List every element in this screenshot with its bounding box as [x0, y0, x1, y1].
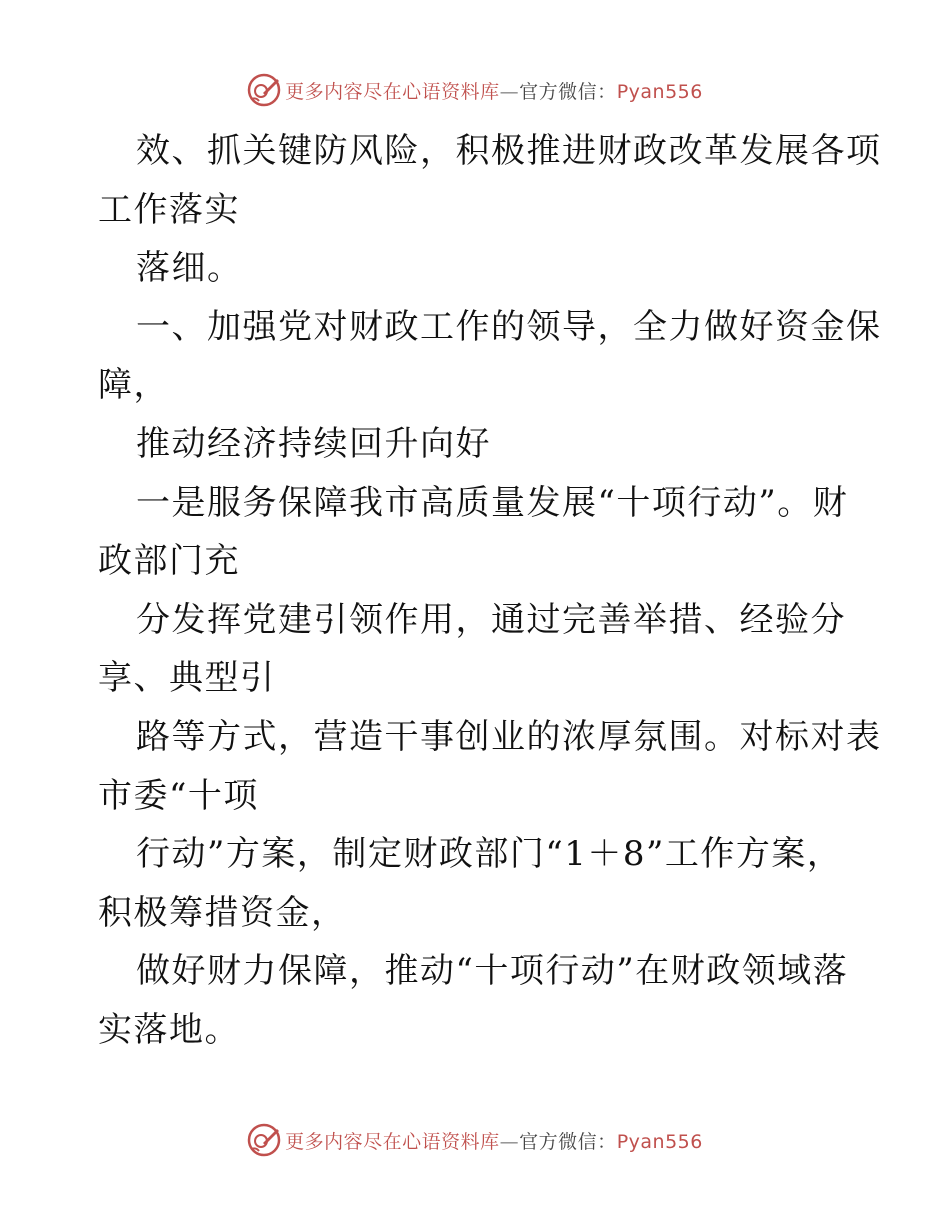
watermark-official: 官方微信：: [519, 80, 617, 103]
body-line: 积极筹措资金，: [98, 892, 347, 933]
body-line: 分发挥党建引领作用，通过完善举措、经验分: [136, 599, 846, 640]
watermark-main: 更多内容尽在心语资料库: [285, 80, 500, 103]
body-line: 一是服务保障我市高质量发展“十项行动”。财: [136, 482, 849, 523]
watermark-main: 更多内容尽在心语资料库: [285, 1130, 500, 1153]
pen-logo-icon: [247, 1123, 281, 1157]
body-line: 实落地。: [98, 1009, 240, 1050]
body-line: 工作落实: [98, 189, 240, 230]
watermark-handle: Pyan556: [616, 80, 703, 103]
watermark-handle: Pyan556: [616, 1130, 703, 1153]
body-line: 享、典型引: [98, 658, 276, 699]
footer-watermark: [0, 1120, 950, 1160]
header-watermark: [0, 70, 950, 110]
watermark-dash: —: [499, 80, 520, 103]
body-line: 做好财力保障，推动“十项行动”在财政领域落: [136, 951, 849, 992]
body-line: 推动经济持续回升向好: [136, 423, 491, 464]
body-line: 一、加强党对财政工作的领导，全力做好资金保: [136, 306, 882, 347]
body-line: 落细。: [136, 248, 243, 289]
watermark-group: [247, 73, 703, 107]
watermark-group: [247, 1123, 703, 1157]
body-line: 路等方式，营造干事创业的浓厚氛围。对标对表: [136, 716, 882, 757]
body-line: 行动”方案，制定财政部门“1＋8”工作方案，: [136, 834, 843, 875]
document-body: [98, 122, 882, 1060]
watermark-text: [285, 1127, 703, 1154]
watermark-text: [285, 77, 703, 104]
watermark-dash: —: [499, 1130, 520, 1153]
pen-logo-icon: [247, 73, 281, 107]
body-line: 障，: [98, 365, 169, 406]
watermark-official: 官方微信：: [519, 1130, 617, 1153]
body-line: 市委“十项: [98, 775, 259, 816]
body-line: 政部门充: [98, 541, 240, 582]
body-line: 效、抓关键防风险，积极推进财政改革发展各项: [136, 131, 882, 171]
